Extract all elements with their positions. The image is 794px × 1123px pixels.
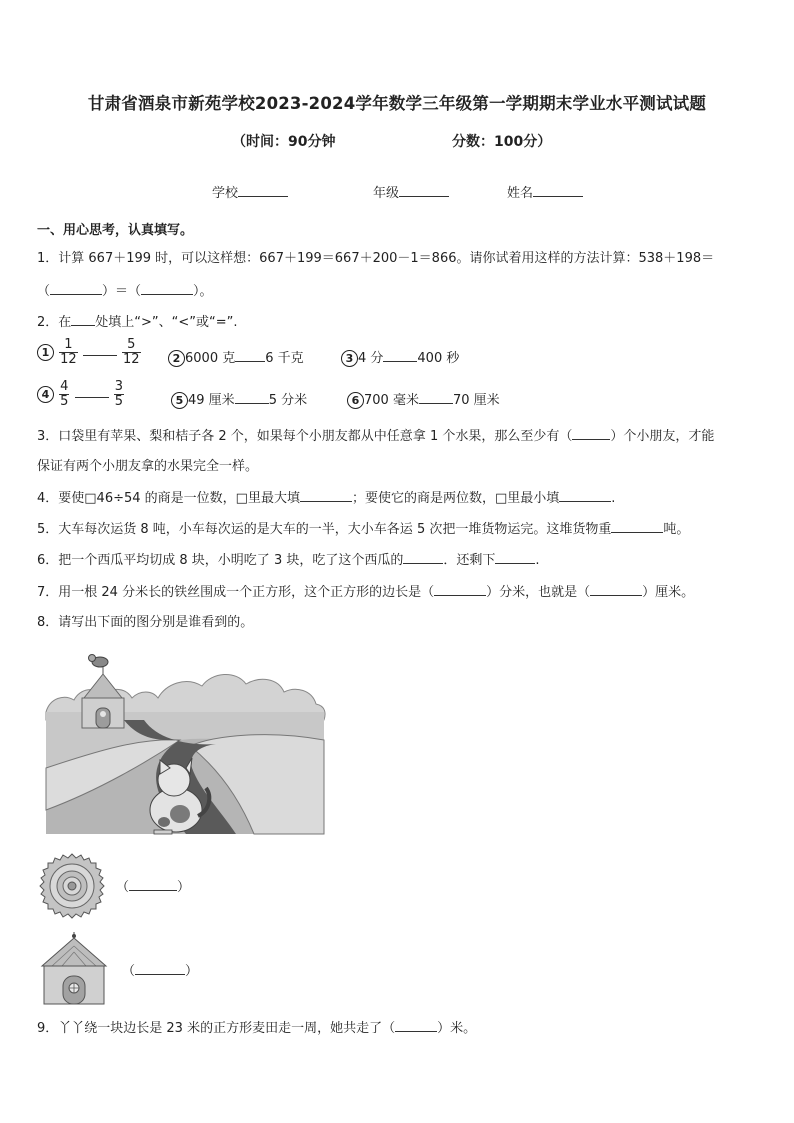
question-1-line2: （ ）＝（ ）。	[37, 284, 213, 299]
grade-blank[interactable]	[399, 184, 449, 197]
scene-illustration	[40, 650, 330, 836]
question-8: 8．请写出下面的图分别是谁看到的。	[37, 615, 254, 630]
question-4: 4．要使□46÷54 的商是一位数，□里最大填 ；要使它的商是两位数，□里最小填 .	[37, 491, 616, 506]
answer-blank[interactable]	[495, 551, 535, 564]
grade-label: 年级	[373, 186, 400, 201]
question-5: 5．大车每次运货 8 吨，小车每次运的是大车的一半，大小车各运 5 次把一堆货物运完。这堆货物重 吨。	[37, 522, 690, 537]
answer-blank[interactable]	[403, 551, 443, 564]
answer-blank[interactable]	[434, 583, 486, 596]
total-score: 分数：100分）	[452, 134, 552, 150]
grade-field	[373, 182, 449, 201]
answer-blank[interactable]	[559, 489, 611, 502]
fraction: $\frac{5}{12}$	[122, 337, 140, 367]
fraction: $\frac{4}{5}$	[60, 379, 69, 409]
answer-blank[interactable]	[395, 1019, 437, 1032]
compare-blank[interactable]	[419, 391, 453, 404]
name-field	[507, 182, 583, 201]
school-field	[212, 182, 288, 201]
compare-blank[interactable]	[235, 349, 265, 362]
answer-row-top-view: （ ）	[116, 880, 191, 895]
school-blank[interactable]	[238, 184, 288, 197]
top-view-icon	[38, 852, 106, 920]
name-label: 姓名	[507, 186, 534, 201]
compare-item-1: 1 $\frac{1}{12}$ $\frac{5}{12}$	[37, 338, 142, 367]
question-3-line2: 保证有两个小朋友拿的水果完全一样。	[37, 459, 259, 474]
page-title: 甘肃省酒泉市新苑学校2023-2024学年数学三年级第一学期期末学业水平测试试题	[87, 94, 707, 113]
compare-blank[interactable]	[83, 343, 117, 356]
school-label: 学校	[212, 186, 239, 201]
stem-blank	[71, 313, 95, 326]
question-2-stem: 2．在 处填上“>”、“<”或“=”.	[37, 315, 238, 330]
answer-row-castle-view: （ ）	[122, 964, 199, 979]
answer-blank[interactable]	[300, 489, 352, 502]
answer-blank[interactable]	[135, 962, 185, 975]
compare-item-4: 4 $\frac{4}{5}$ $\frac{3}{5}$	[37, 380, 125, 409]
name-blank[interactable]	[533, 184, 583, 197]
compare-blank[interactable]	[383, 349, 417, 362]
time-limit: （时间：90分钟	[232, 134, 336, 150]
compare-blank[interactable]	[235, 391, 269, 404]
answer-blank[interactable]	[129, 878, 177, 891]
question-7: 7．用一根 24 分米长的铁丝围成一个正方形，这个正方形的边长是（ ）分米，也就是（ ）厘米。	[37, 585, 695, 600]
compare-blank[interactable]	[75, 385, 109, 398]
question-1-line1: 1．计算 667＋199 时，可以这样想：667＋199＝667＋200－1＝866。请你试着用这样的方法计算：538＋198＝	[37, 251, 715, 266]
question-3-line1: 3．口袋里有苹果、梨和桔子各 2 个，如果每个小朋友都从中任意拿 1 个水果，那么至少有（ ）个小朋友，才能	[37, 429, 715, 444]
answer-blank[interactable]	[141, 282, 193, 295]
answer-blank[interactable]	[50, 282, 102, 295]
compare-item-3: 3 4 分 400 秒	[341, 347, 459, 367]
answer-blank[interactable]	[590, 583, 642, 596]
section-heading: 一、用心思考，认真填写。	[37, 223, 194, 238]
fraction: $\frac{1}{12}$	[60, 337, 77, 367]
compare-item-2: 2 6000 克 6 千克	[168, 347, 304, 367]
compare-item-6: 6 700 毫米 70 厘米	[347, 389, 500, 409]
fraction: $\frac{3}{5}$	[114, 379, 123, 409]
question-9: 9．丫丫绕一块边长是 23 米的正方形麦田走一周，她共走了（ ）米。	[37, 1021, 477, 1036]
answer-blank[interactable]	[572, 427, 610, 440]
answer-blank[interactable]	[611, 520, 663, 533]
question-6: 6．把一个西瓜平均切成 8 块，小明吃了 3 块，吃了这个西瓜的 ．还剩下 .	[37, 553, 540, 568]
compare-item-5: 5 49 厘米 5 分米	[171, 389, 307, 409]
castle-view-icon	[38, 930, 110, 1006]
